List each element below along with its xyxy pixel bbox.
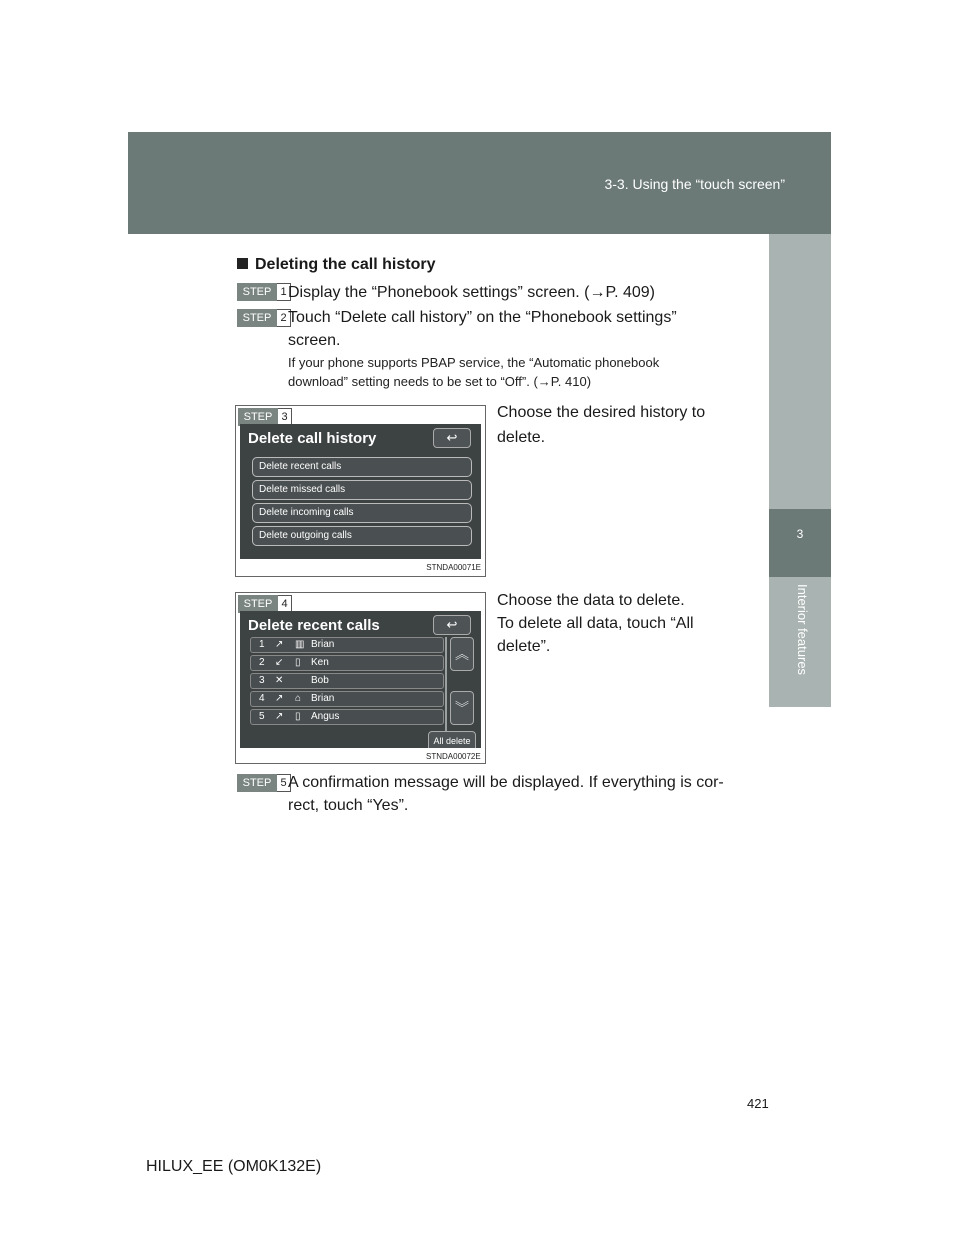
side-tab-upper — [769, 234, 831, 509]
all-delete-button[interactable]: All delete — [428, 731, 476, 748]
delete-incoming-calls-button[interactable]: Delete incoming calls — [252, 503, 472, 523]
step-2-note-line2: download” setting needs to be set to “Off”. (→P. 410) — [288, 374, 592, 389]
row-index: 2 — [259, 657, 265, 668]
screen-delete-recent-calls — [240, 611, 481, 748]
phone-icon: ▥ — [295, 639, 305, 650]
screenshot-delete-recent-calls — [235, 592, 486, 764]
scrollbar[interactable] — [445, 637, 447, 731]
contact-name: Bob — [311, 675, 329, 686]
step-number: 1 — [277, 283, 291, 301]
delete-outgoing-calls-button[interactable]: Delete outgoing calls — [252, 526, 472, 546]
section-heading — [237, 256, 435, 274]
side-tab-chapter — [769, 509, 831, 577]
step-badge-1 — [237, 283, 291, 301]
row-index: 5 — [259, 711, 265, 722]
contact-name: Ken — [311, 657, 329, 668]
mobile-icon: ▯ — [295, 711, 301, 722]
square-bullet-icon — [237, 258, 248, 269]
contact-name: Brian — [311, 693, 335, 704]
mobile-icon: ▯ — [295, 657, 301, 668]
step-2-text-line2: screen. — [288, 332, 341, 349]
step-word: STEP — [237, 283, 277, 301]
call-list-item[interactable] — [250, 691, 444, 707]
screen-delete-call-history — [240, 424, 481, 559]
step-word: STEP — [237, 774, 277, 792]
image-code: STNDA00071E — [426, 563, 481, 572]
footer-code: HILUX_EE (OM0K132E) — [146, 1158, 322, 1175]
contact-name: Angus — [311, 711, 340, 722]
scroll-down-icon[interactable]: ︾ — [450, 691, 474, 725]
screenshot-delete-call-history — [235, 405, 486, 577]
row-index: 1 — [259, 639, 265, 650]
step-number: 3 — [278, 408, 292, 426]
step-2-note-line1: If your phone supports PBAP service, the “Automatic phonebook — [288, 355, 660, 370]
step-number: 2 — [277, 309, 291, 327]
contact-name: Brian — [311, 639, 335, 650]
screen-title: Delete call history — [248, 430, 377, 447]
delete-missed-calls-button[interactable]: Delete missed calls — [252, 480, 472, 500]
call-list-item[interactable] — [250, 709, 444, 725]
missed-call-icon: ✕ — [275, 675, 284, 686]
row-index: 4 — [259, 693, 265, 704]
screen-title: Delete recent calls — [248, 617, 380, 634]
delete-recent-calls-button[interactable]: Delete recent calls — [252, 457, 472, 477]
chapter-number: 3 — [796, 527, 804, 541]
back-arrow-icon[interactable]: ↩ — [433, 615, 471, 635]
step-number: 5 — [277, 774, 291, 792]
step-badge-5 — [237, 774, 291, 792]
call-list-item[interactable] — [250, 655, 444, 671]
step-5-text-line2: rect, touch “Yes”. — [288, 797, 409, 814]
step-4-text-line1: Choose the data to delete. — [497, 592, 685, 609]
chapter-label: Interior features — [795, 584, 810, 676]
step-word: STEP — [238, 408, 278, 426]
step-3-text-line2: delete. — [497, 429, 546, 446]
step-word: STEP — [238, 595, 278, 613]
step-3-text-line1: Choose the desired history to — [497, 404, 706, 421]
outgoing-call-icon: ↗ — [275, 693, 284, 704]
step-number: 4 — [278, 595, 292, 613]
row-index: 3 — [259, 675, 265, 686]
section-heading-text: Deleting the call history — [255, 256, 436, 273]
step-5-text-line1: A confirmation message will be displayed. If everything is cor- — [288, 774, 724, 791]
call-list-item[interactable] — [250, 637, 444, 653]
header-band — [128, 132, 831, 234]
step-1-text: Display the “Phonebook settings” screen. (→P. 409) — [288, 284, 656, 301]
back-arrow-icon[interactable]: ↩ — [433, 428, 471, 448]
image-code: STNDA00072E — [426, 752, 481, 761]
home-icon: ⌂ — [295, 693, 302, 704]
outgoing-call-icon: ↗ — [275, 639, 284, 650]
step-2-text-line1: Touch “Delete call history” on the “Phonebook settings” — [288, 309, 677, 326]
step-word: STEP — [237, 309, 277, 327]
step-4-text-line2: To delete all data, touch “All — [497, 615, 694, 632]
page-number: 421 — [747, 1096, 769, 1111]
step-4-text-line3: delete”. — [497, 638, 551, 655]
step-badge-2 — [237, 309, 291, 327]
scroll-up-icon[interactable]: ︽ — [450, 637, 474, 671]
outgoing-call-icon: ↗ — [275, 711, 284, 722]
incoming-call-icon: ↙ — [275, 657, 284, 668]
section-path: 3-3. Using the “touch screen” — [604, 176, 785, 192]
call-list-item[interactable] — [250, 673, 444, 689]
